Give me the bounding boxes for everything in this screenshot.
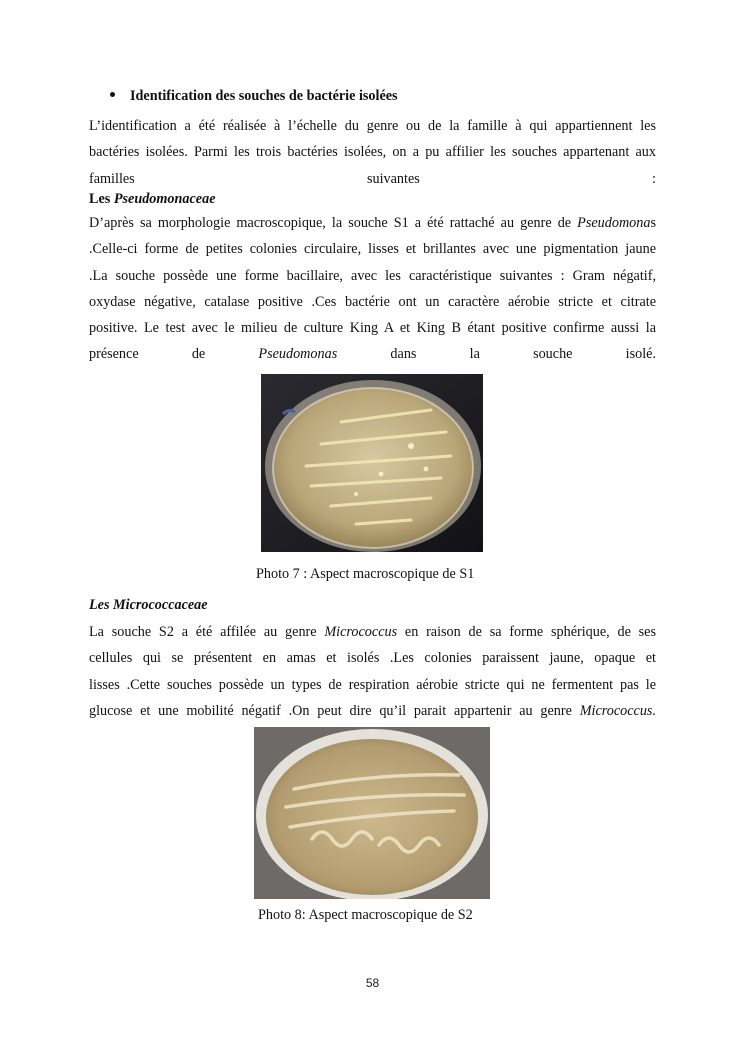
- intro-paragraph: [89, 113, 656, 192]
- micro-line-3: lisses .Cette souches possède un types de respiration aérobie stricte qui ne fermentent pas le: [89, 676, 656, 693]
- heading-prefix: Les: [89, 191, 114, 207]
- pseudo-line-6: présence de Pseudomonas dans la souche isolé.: [89, 346, 656, 363]
- micro-line-4: glucose et une mobilité négatif .On peut dire qu’il parait appartenir au genre Micrococcus.: [89, 702, 656, 719]
- petri-dish-photo-s1: [261, 374, 483, 552]
- pseudomonaceae-paragraph: [89, 210, 656, 368]
- pseudo-line-3: .La souche possède une forme bacillaire, avec les caractéristique suivantes : Gram négatif,: [89, 267, 656, 284]
- pseudo-line-4: oxydase négative, catalase positive .Ces bactérie ont un caractère aérobie stricte et citrate: [89, 293, 656, 310]
- pseudo-line-2: .Celle-ci forme de petites colonies circulaire, lisses et brillantes avec une pigmentation jaune: [89, 241, 656, 258]
- micrococcaceae-heading: Les Micrococcaceae: [89, 597, 208, 613]
- petri-dish-photo-s2: [254, 727, 490, 899]
- intro-line-2: bactéries isolées. Parmi les trois bactéries isolées, on a pu affilier les souches appartenant aux: [89, 144, 656, 161]
- intro-line-1: L’identification a été réalisée à l’échelle du genre ou de la famille à qui appartiennent les: [89, 118, 656, 134]
- section-bullet-title: [110, 88, 398, 105]
- micro-line-1: La souche S2 a été affilée au genre Micrococcus en raison de sa forme sphérique, de ses: [89, 624, 656, 640]
- pseudo-line-1: D’après sa morphologie macroscopique, la souche S1 a été rattaché au genre de Pseudomonas: [89, 215, 656, 231]
- intro-line-3: familles suivantes :: [89, 170, 656, 187]
- bullet-title-text: Identification des souches de bactérie isolées: [130, 88, 398, 104]
- petri-dish-s2-image: [254, 727, 490, 899]
- photo-7-caption: Photo 7 : Aspect macroscopique de S1: [256, 566, 475, 582]
- photo-8-caption: Photo 8: Aspect macroscopique de S2: [258, 907, 473, 923]
- page-number: 58: [365, 976, 380, 990]
- micro-line-2: cellules qui se présentent en amas et isolés .Les colonies paraissent jaune, opaque et: [89, 650, 656, 667]
- heading-italic: Pseudomonaceae: [113, 191, 216, 207]
- petri-dish-s1-image: [261, 374, 483, 552]
- pseudo-line-5: positive. Le test avec le milieu de culture King A et King B étant positive confirme aussi la: [89, 320, 656, 337]
- pseudomonaceae-heading: [89, 191, 216, 208]
- micrococcaceae-paragraph: [89, 619, 656, 724]
- bullet-icon: [110, 92, 115, 97]
